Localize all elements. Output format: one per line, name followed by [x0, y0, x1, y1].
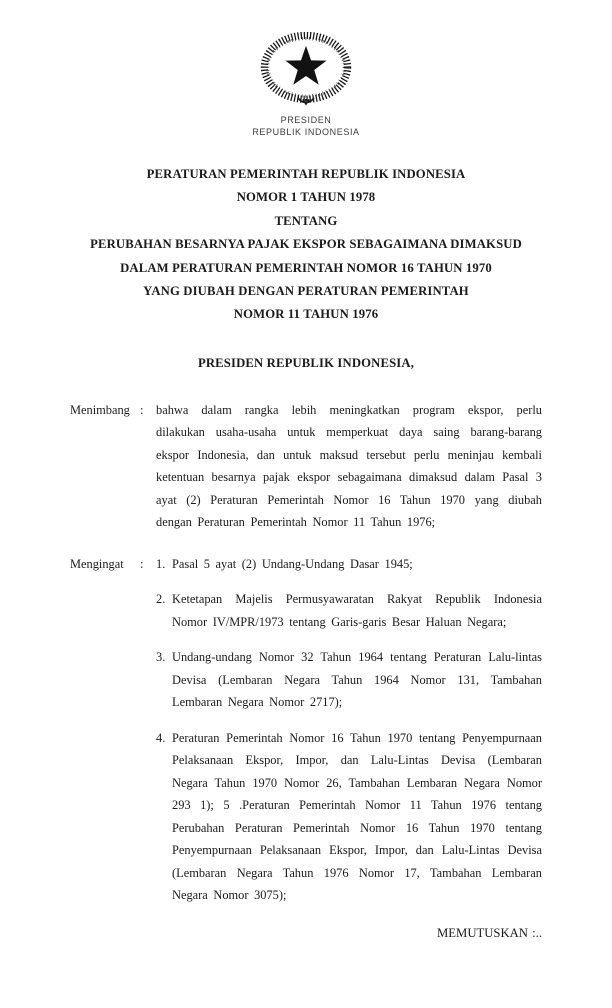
title-line-7: NOMOR 11 TAHUN 1976 [233, 307, 379, 322]
list-item-number: 2. [156, 592, 166, 607]
title-line-6: YANG DIUBAH DENGAN PERATURAN PEMERINTAH [143, 284, 469, 299]
memutuskan-line: MEMUTUSKAN :.. [437, 925, 542, 940]
clause-colon: : [140, 556, 144, 571]
title-line-3: TENTANG [274, 213, 338, 228]
title-line-1: PERATURAN PEMERINTAH REPUBLIK INDONESIA [146, 167, 466, 181]
clause-label-mengingat: Mengingat [70, 556, 124, 571]
considering-paragraph: bahwa dalam rangka lebih meningkatkan program ekspor, perlu dilakukan usaha-usaha untuk memperkuat daya saing barang-barang ekspor Indonesia, dan untuk maksud tersebut perlu meninjau kembali ketentuan besarnya pajak ekspor sebagaimana dimaksud dalam Pasal 3 ayat (2) Peraturan Pemerintah Nomor 16 Tahun 1970 yang diubah dengan Peraturan Pemerintah Nomor 11 Tahun 1976; [156, 402, 542, 530]
presidential-emblem-icon [258, 32, 354, 109]
list-item-text: Ketetapan Majelis Permusyawaratan Rakyat Republik Indonesia Nomor IV/MPR/1973 tentang Garis-garis Besar Haluan Negara; [172, 592, 542, 629]
title-line-4: PERUBAHAN BESARNYA PAJAK EKSPOR SEBAGAIMANA DIMAKSUD [90, 237, 522, 252]
list-item [156, 553, 542, 576]
title-line-2: NOMOR 1 TAHUN 1978 [236, 190, 376, 205]
list-item-number: 4. [156, 730, 166, 745]
star-icon [285, 46, 326, 85]
salutation-heading: PRESIDEN REPUBLIK INDONESIA, [197, 355, 415, 370]
title-line-5: DALAM PERATURAN PEMERINTAH NOMOR 16 TAHUN 1970 [120, 260, 492, 275]
list-item [156, 588, 542, 633]
clause-body-menimbang [156, 399, 542, 534]
letterhead-republik-indonesia: REPUBLIK INDONESIA [252, 126, 360, 137]
list-item-number: 3. [156, 650, 166, 665]
document-body [0, 399, 612, 941]
letterhead-presiden: PRESIDEN [280, 115, 332, 125]
letterhead [0, 0, 612, 138]
list-item-text: Pasal 5 ayat (2) Undang-Undang Dasar 1945; [172, 556, 413, 571]
regulation-title-block [0, 163, 612, 327]
list-item-number: 1. [156, 556, 166, 571]
wreath-knot-dot-icon [305, 99, 308, 102]
list-item-text: Peraturan Pemerintah Nomor 16 Tahun 1970 tentang Penyempurnaan Pelaksanaan Ekspor, Impor, dan Lalu-Lintas Devisa (Lembaran Negara Tahun 1970 Nomor 26, Tambahan Lembaran Negara Nomor 293 1); 5 .Peraturan Pemerintah Nomor 11 Tahun 1976 tentang Perubahan Peraturan Pemerintah Nomor 16 Tahun 1970 tentang Penyempurnaan Pelaksanaan Ekspor, Impor, dan Lalu-Lintas Devisa (Lembaran Negara Tahun 1976 Nomor 17, Tambahan Lembaran Negara Nomor 3075); [172, 730, 542, 903]
list-item [156, 727, 542, 907]
list-item-text: Undang-undang Nomor 32 Tahun 1964 tentang Peraturan Lalu-lintas Devisa (Lembaran Negara Tahun 1964 Nomor 131, Tambahan Lembaran Negara Nomor 2717); [172, 650, 542, 710]
clause-label-menimbang: Menimbang [70, 402, 130, 417]
clause-body-mengingat [156, 553, 542, 907]
clause-menimbang [70, 399, 542, 534]
list-item [156, 646, 542, 714]
clause-mengingat [70, 553, 542, 907]
clause-colon: : [140, 402, 144, 417]
